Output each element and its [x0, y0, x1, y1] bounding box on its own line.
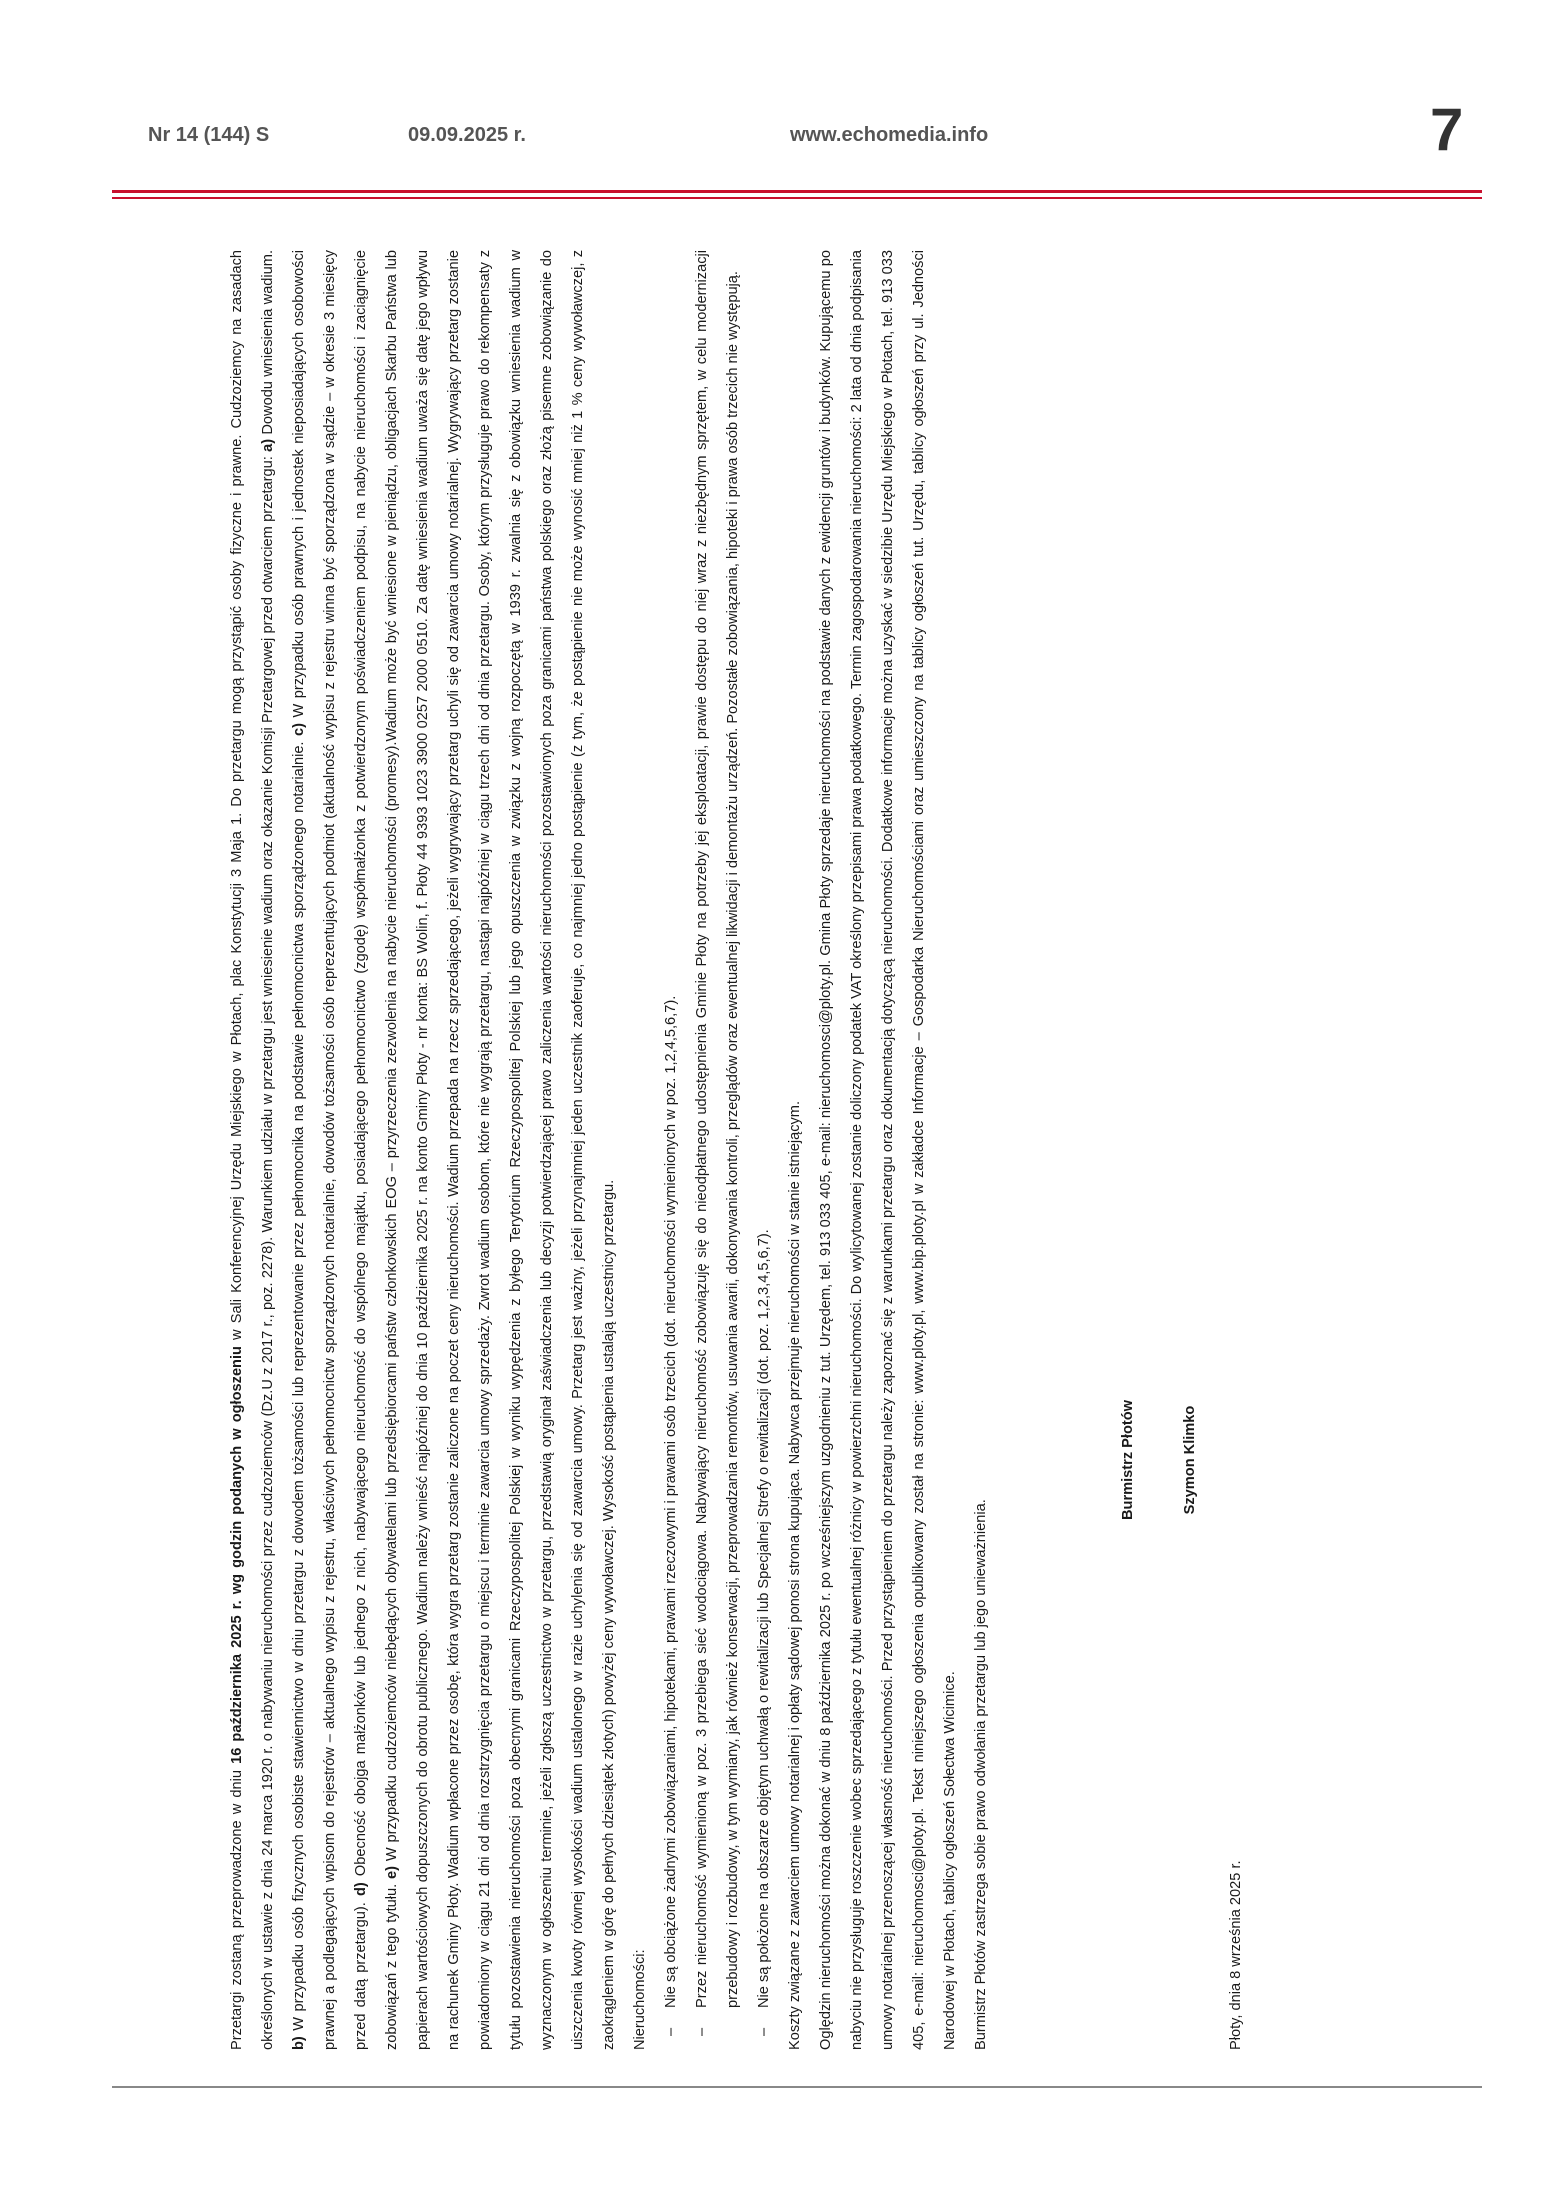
signature-name: Szymon Klimko	[1182, 1405, 1198, 1515]
page-header	[0, 0, 1558, 200]
header-rule-bottom	[112, 197, 1482, 199]
list-item: – Nie są położone na obszarze objętym uchwałą o rewitalizacji lub Specjalnej Strefy o rewitalizacji (dot. poz. 1,2,3,4,5,6,7).	[756, 1229, 772, 2036]
header-rule-top	[112, 190, 1482, 193]
zastrzezenie-paragraph: Burmistrz Płotów zastrzega sobie prawo odwołania przetargu lub jego unieważnienia.	[973, 1499, 989, 2050]
koszty-paragraph: Koszty związane z zawarciem umowy notarialnej i opłaty sądowej ponosi strona kupująca. Nabywca przejmuje nieruchomości w stanie istniejącym.	[787, 1100, 803, 2050]
site-url: www.echomedia.info	[790, 124, 989, 146]
signature-block	[1097, 870, 1221, 2050]
list-item: – Przez nieruchomość wymienioną w poz. 3 przebiega sieć wodociągowa. Nabywający nieruchomość zobowiązuję się do nieodpłatnego udostępnienia Gminie Płoty na potrzeby jej eksploatacji, prawie dostępu do niej wraz z niezbędnym sprzętem, w celu modernizacji przebudowy i rozbudowy, w tym wymiany, jak również konserwacji, przeprowadzania remontów, usuwania awarii, dokonywania kontroli, przeglądów oraz ewentualnej likwidacji i demontażu urządzeń. Pozostałe zobowiązania, hipoteki i prawa osób trzecich nie występują.	[694, 250, 741, 2036]
list-item: – Nie są obciążone żadnymi zobowiązaniami, hipotekami, prawami rzeczowymi i prawami osób trzecich (dot. nieruchomości wymienionych w poz. 1,2,4,5,6,7).	[663, 995, 679, 2036]
footer-rule	[112, 2086, 1482, 2088]
signature-title: Burmistrz Płotów	[1120, 1400, 1136, 1520]
date-line: Płoty, dnia 8 września 2025 r.	[1228, 1860, 1244, 2050]
nieruchomosci-heading: Nieruchomości:	[632, 1949, 648, 2050]
ogledziny-paragraph: Oględzin nieruchomości można dokonać w dniu 8 października 2025 r. po wcześniejszym uzgodnieniu z tut. Urzędem, tel. 913 033 405, e-mail: nieruchomosci@ploty.pl. Gmina Płoty sprzedaje nieruchomości na podstawie danych z ewidencji gruntów i budynków. Kupującemu po nabyciu nie przysługuje roszczenie wobec sprzedającego z tytułu ewentualnej różnicy w powierzchni nieruchomości. Do wylicytowanej zostanie doliczony podatek VAT określony przepisami prawa podatkowego. Termin zagospodarowania nieruchomości: 2 lata od dnia podpisania umowy notarialnej przenoszącej własność nieruchomości. Przed przystąpieniem do przetargu należy zapoznać się z warunkami przetargu oraz dokumentacją dotyczącą nieruchomości. Dodatkowe informacje można uzyskać w siedzibie Urzędu Miejskiego w Płotach, tel. 913 033 405, e-mail: nieruchomosci@ploty.pl. Tekst niniejszego ogłoszenia opublikowany został na stronie: www.ploty.pl, www.bip.ploty.pl w zakładce Informacje – Gospodarka Nieruchomościami oraz umieszczony na tablicy ogłoszeń tut. Urzędu, tablicy ogłoszeń przy ul. Jedności Narodowej w Płotach, tablicy ogłoszeń Sołectwa Wicimice.	[818, 250, 958, 2050]
rotated-article-wrapper	[222, 250, 1282, 2050]
issue-number: Nr 14 (144) S	[148, 124, 270, 146]
page-number: 7	[1430, 96, 1464, 163]
intro-paragraph: Przetargi zostaną przeprowadzone w dniu 16 października 2025 r. wg godzin podanych w ogłoszeniu w Sali Konferencyjnej Urzędu Miejskiego w Płotach, plac Konstytucji 3 Maja 1. Do przetargu mogą przystąpić osoby fizyczne i prawne. Cudzoziemcy na zasadach określonych w ustawie z dnia 24 marca 1920 r. o nabywaniu nieruchomości przez cudzoziemców (Dz.U z 2017 r., poz. 2278). Warunkiem udziału w przetargu jest wniesienie wadium oraz okazanie Komisji Przetargowej przed otwarciem przetargu: a) Dowodu wniesienia wadium. b) W przypadku osób fizycznych osobiste stawiennictwo w dniu przetargu z dowodem tożsamości lub reprezentowanie przez pełnomocnika na podstawie pełnomocnictwa sporządzonego notarialnie. c) W przypadku osób prawnych i jednostek nieposiadających osobowości prawnej a podlegających wpisom do rejestrów – aktualnego wypisu z rejestru, właściwych pełnomocnictw sporządzonych notarialnie, dowodów tożsamości osób reprezentujących podmiot (aktualność wypisu z rejestru winna być sporządzona w sądzie – w okresie 3 miesięcy przed datą przetargu). d) Obecność obojga małżonków lub jednego z nich, nabywającego nieruchomość do wspólnego majątku, posiadającego pełnomocnictwo (zgodę) współmałżonka z potwierdzonym poświadczeniem podpisu, na nabycie nieruchomości i zaciągnięcie zobowiązań z tego tytułu. e) W przypadku cudzoziemców niebędących obywatelami lub przedsiębiorcami państw członkowskich EOG – przyrzeczenia zezwolenia na nabycie nieruchomości (promesy).Wadium może być wniesione w pieniądzu, obligacjach Skarbu Państwa lub papierach wartościowych dopuszczonych do obrotu publicznego. Wadium należy wnieść najpóźniej do dnia 10 października 2025 r. na konto Gminy Płoty - nr konta: BS Wolin, f. Płoty 44 9393 1023 3900 0257 2000 0510. Za datę wniesienia wadium uważa się datę jego wpływu na rachunek Gminy Płoty. Wadium wpłacone przez osobę, która wygra przetarg zostanie zaliczone na poczet ceny nieruchomości. Wadium przepada na rzecz sprzedającego, jeżeli wygrywający przetarg uchyli się od zawarcia umowy notarialnej. Wygrywający przetarg zostanie powiadomiony w ciągu 21 dni od dnia rozstrzygnięcia przetargu o miejscu i terminie zawarcia umowy sprzedaży. Zwrot wadium osobom, które nie wygrają przetargu, nastąpi najpóźniej w ciągu trzech dni od dnia przetargu. Osoby, którym przysługuje prawo do rekompensaty z tytułu pozostawienia nieruchomości poza obecnymi granicami Rzeczypospolitej Polskiej w wyniku wypędzenia z byłego Terytorium Rzeczypospolitej Polskiej lub jego opuszczenia w związku z wojną rozpoczętą w 1939 r. zwalnia się z obowiązku wniesienia wadium w wyznaczonym w ogłoszeniu terminie, jeżeli zgłoszą uczestnictwo w przetargu, przedstawią oryginał zaświadczenia lub decyzji potwierdzającej prawo zaliczenia wartości nieruchomości pozostawionych poza granicami państwa polskiego oraz złożą pisemne zobowiązanie do uiszczenia kwoty równej wysokości wadium ustalonego w razie uchylenia się od zawarcia umowy. Przetarg jest ważny, jeżeli przynajmniej jeden uczestnik zaoferuje, co najmniej jedno postąpienie (z tym, że postąpienie nie może wynosić mniej niż 1 % ceny wywoławczej, z zaokrągleniem w górę do pełnych dziesiątek złotych) powyżej ceny wywoławczej. Wysokość postąpienia ustalają uczestnicy przetargu.	[229, 249, 617, 2050]
tender-announcement	[222, 250, 1282, 2050]
issue-date: 09.09.2025 r.	[408, 124, 526, 146]
